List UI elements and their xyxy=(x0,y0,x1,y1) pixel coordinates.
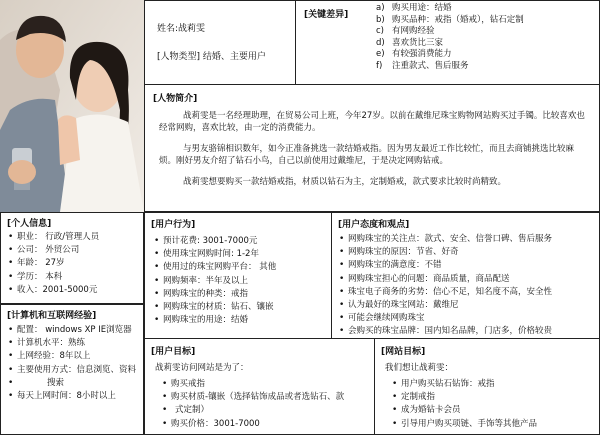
list-item: • 网购珠宝的原因：节省、好奇 xyxy=(338,246,552,259)
site-goals-lead: 我们想让战莉雯： xyxy=(385,363,454,373)
user-attitude-list xyxy=(338,233,552,339)
list-item: • 会购买的珠宝品牌：国内知名品牌，门店多，价格较贵 xyxy=(338,325,552,338)
list-item: • 网购珠宝的材质：钻石、镶嵌 xyxy=(153,301,276,314)
couple-photo-image xyxy=(0,0,144,212)
list-item: • 收入：2001-5000元 xyxy=(7,284,99,297)
list-item: • 上网经验：8年以上 xyxy=(7,350,136,363)
list-item: • 使用珠宝网购时间: 1-2年 xyxy=(153,248,276,261)
user-behavior-section xyxy=(144,212,332,339)
list-item: • 用户购买钻石钻饰：戒指 xyxy=(391,378,537,391)
list-item: • 网购珠宝的种类：戒指 xyxy=(153,288,276,301)
computer-experience-list xyxy=(7,324,136,403)
user-goals-section xyxy=(144,338,375,435)
list-item: • 网购珠宝的关注点：款式、安全、信誉口碑、售后服务 xyxy=(338,233,552,246)
user-behavior-title: [用户行为] xyxy=(151,220,196,230)
user-attitude-title: [用户态度和观点] xyxy=(338,220,410,230)
computer-experience-title: [计算机和互联网经验] xyxy=(7,311,97,321)
list-item: • 购买材质-镶嵌（选择钻饰成品或者选钻石、款 xyxy=(161,391,344,404)
user-goals-title: [用户目标] xyxy=(151,347,196,357)
list-item-continuation: • 搜索 xyxy=(7,377,136,390)
list-item: • 网购珠宝担心的问题：商品质量，商品配送 xyxy=(338,273,552,286)
list-item: • 网购频率：半年及以上 xyxy=(153,275,276,288)
persona-intro-section xyxy=(144,85,600,212)
list-item: • 引导用户购买项链、手饰等其他产品 xyxy=(391,418,537,431)
list-item: • 购买戒指 xyxy=(161,378,344,391)
intro-paragraph-3: 战莉雯想要购买一款结婚戒指，材质以钻石为主，定制婚戒，款式要求比较时尚精致。 xyxy=(183,177,507,187)
persona-name: 姓名:战莉雯 xyxy=(157,24,206,34)
site-goals-list xyxy=(391,378,537,431)
list-item: • 预计花费: 3001-7000元 xyxy=(153,235,276,248)
list-item: • 职业： 行政/管理人员 xyxy=(7,231,99,244)
key-differences-list xyxy=(376,3,524,72)
user-attitude-section xyxy=(331,212,600,339)
key-difference-item: e) 有较强消费能力 xyxy=(376,49,452,59)
persona-name-block xyxy=(144,0,296,85)
list-item: • 每天上网时间：8小时以上 xyxy=(7,390,136,403)
key-difference-item: b) 购买品种：戒指（婚戒），钻石定制 xyxy=(376,14,524,25)
personal-info-title: [个人信息] xyxy=(7,219,52,229)
user-goals-list xyxy=(161,378,344,431)
key-difference-item: a) 购买用途：结婚 xyxy=(376,3,452,13)
site-goals-section xyxy=(374,338,600,435)
list-item: • 使用过的珠宝网购平台： 其他 xyxy=(153,261,276,274)
user-behavior-list xyxy=(153,235,276,327)
list-item: • 学历： 本科 xyxy=(7,271,99,284)
persona-photo xyxy=(0,0,144,212)
list-item: • 主要使用方式：信息浏览、资料 xyxy=(7,364,136,377)
list-item: • 珠宝电子商务的劣势：信心不足，知名度不高，安全性 xyxy=(338,286,552,299)
user-goals-lead: 战莉雯访问网站是为了： xyxy=(155,363,249,373)
key-differences-title: [关键差异] xyxy=(304,10,349,20)
list-item-continuation: • 式定制） xyxy=(161,404,344,417)
personal-info-list xyxy=(7,231,99,297)
list-item: • 定制戒指 xyxy=(391,391,537,404)
intro-paragraph-1: 战莉雯是一名经理助理，在贸易公司上班，今年27岁。以前在戴维尼珠宝购物网站购买过手镯。比较喜欢也经常网购，喜欢比较，由一定的消费能力。 xyxy=(159,111,585,133)
key-difference-item: d) 喜欢货比三家 xyxy=(376,37,444,48)
list-item: • 公司： 外贸公司 xyxy=(7,244,99,257)
intro-paragraph-2: 与男友骆锦相识数年，如今正准备挑选一款结婚戒指。因为男友最近工作比较忙，而且去商铺挑选比较麻烦。刚好男友介绍了钻石小鸟，自己以前使用过戴维尼，于是决定网购钻戒。 xyxy=(159,144,575,166)
computer-experience-section xyxy=(0,304,144,435)
key-difference-item: f) 注重款式、售后服务 xyxy=(376,60,469,71)
list-item: • 计算机水平：熟练 xyxy=(7,337,136,350)
list-item: • 购买价格：3001-7000 xyxy=(161,418,344,431)
personal-info-section xyxy=(0,212,144,304)
key-difference-item: c) 有网购经验 xyxy=(376,26,435,36)
list-item: • 年龄： 27岁 xyxy=(7,257,99,270)
site-goals-title: [网站目标] xyxy=(381,347,426,357)
persona-type: [人物类型] 结婚、主要用户 xyxy=(157,52,266,62)
list-item: • 网购珠宝的用途：结婚 xyxy=(153,314,276,327)
intro-title: [人物简介] xyxy=(153,94,198,104)
list-item: • 可能会继续网购珠宝 xyxy=(338,312,552,325)
list-item: • 配置： windows XP IE浏览器 xyxy=(7,324,136,337)
list-item: • 成为婚钻卡会员 xyxy=(391,404,537,417)
list-item: • 认为最好的珠宝网站：戴维尼 xyxy=(338,299,552,312)
key-differences-section xyxy=(296,0,600,85)
list-item: • 网购珠宝的满意度：不错 xyxy=(338,259,552,272)
